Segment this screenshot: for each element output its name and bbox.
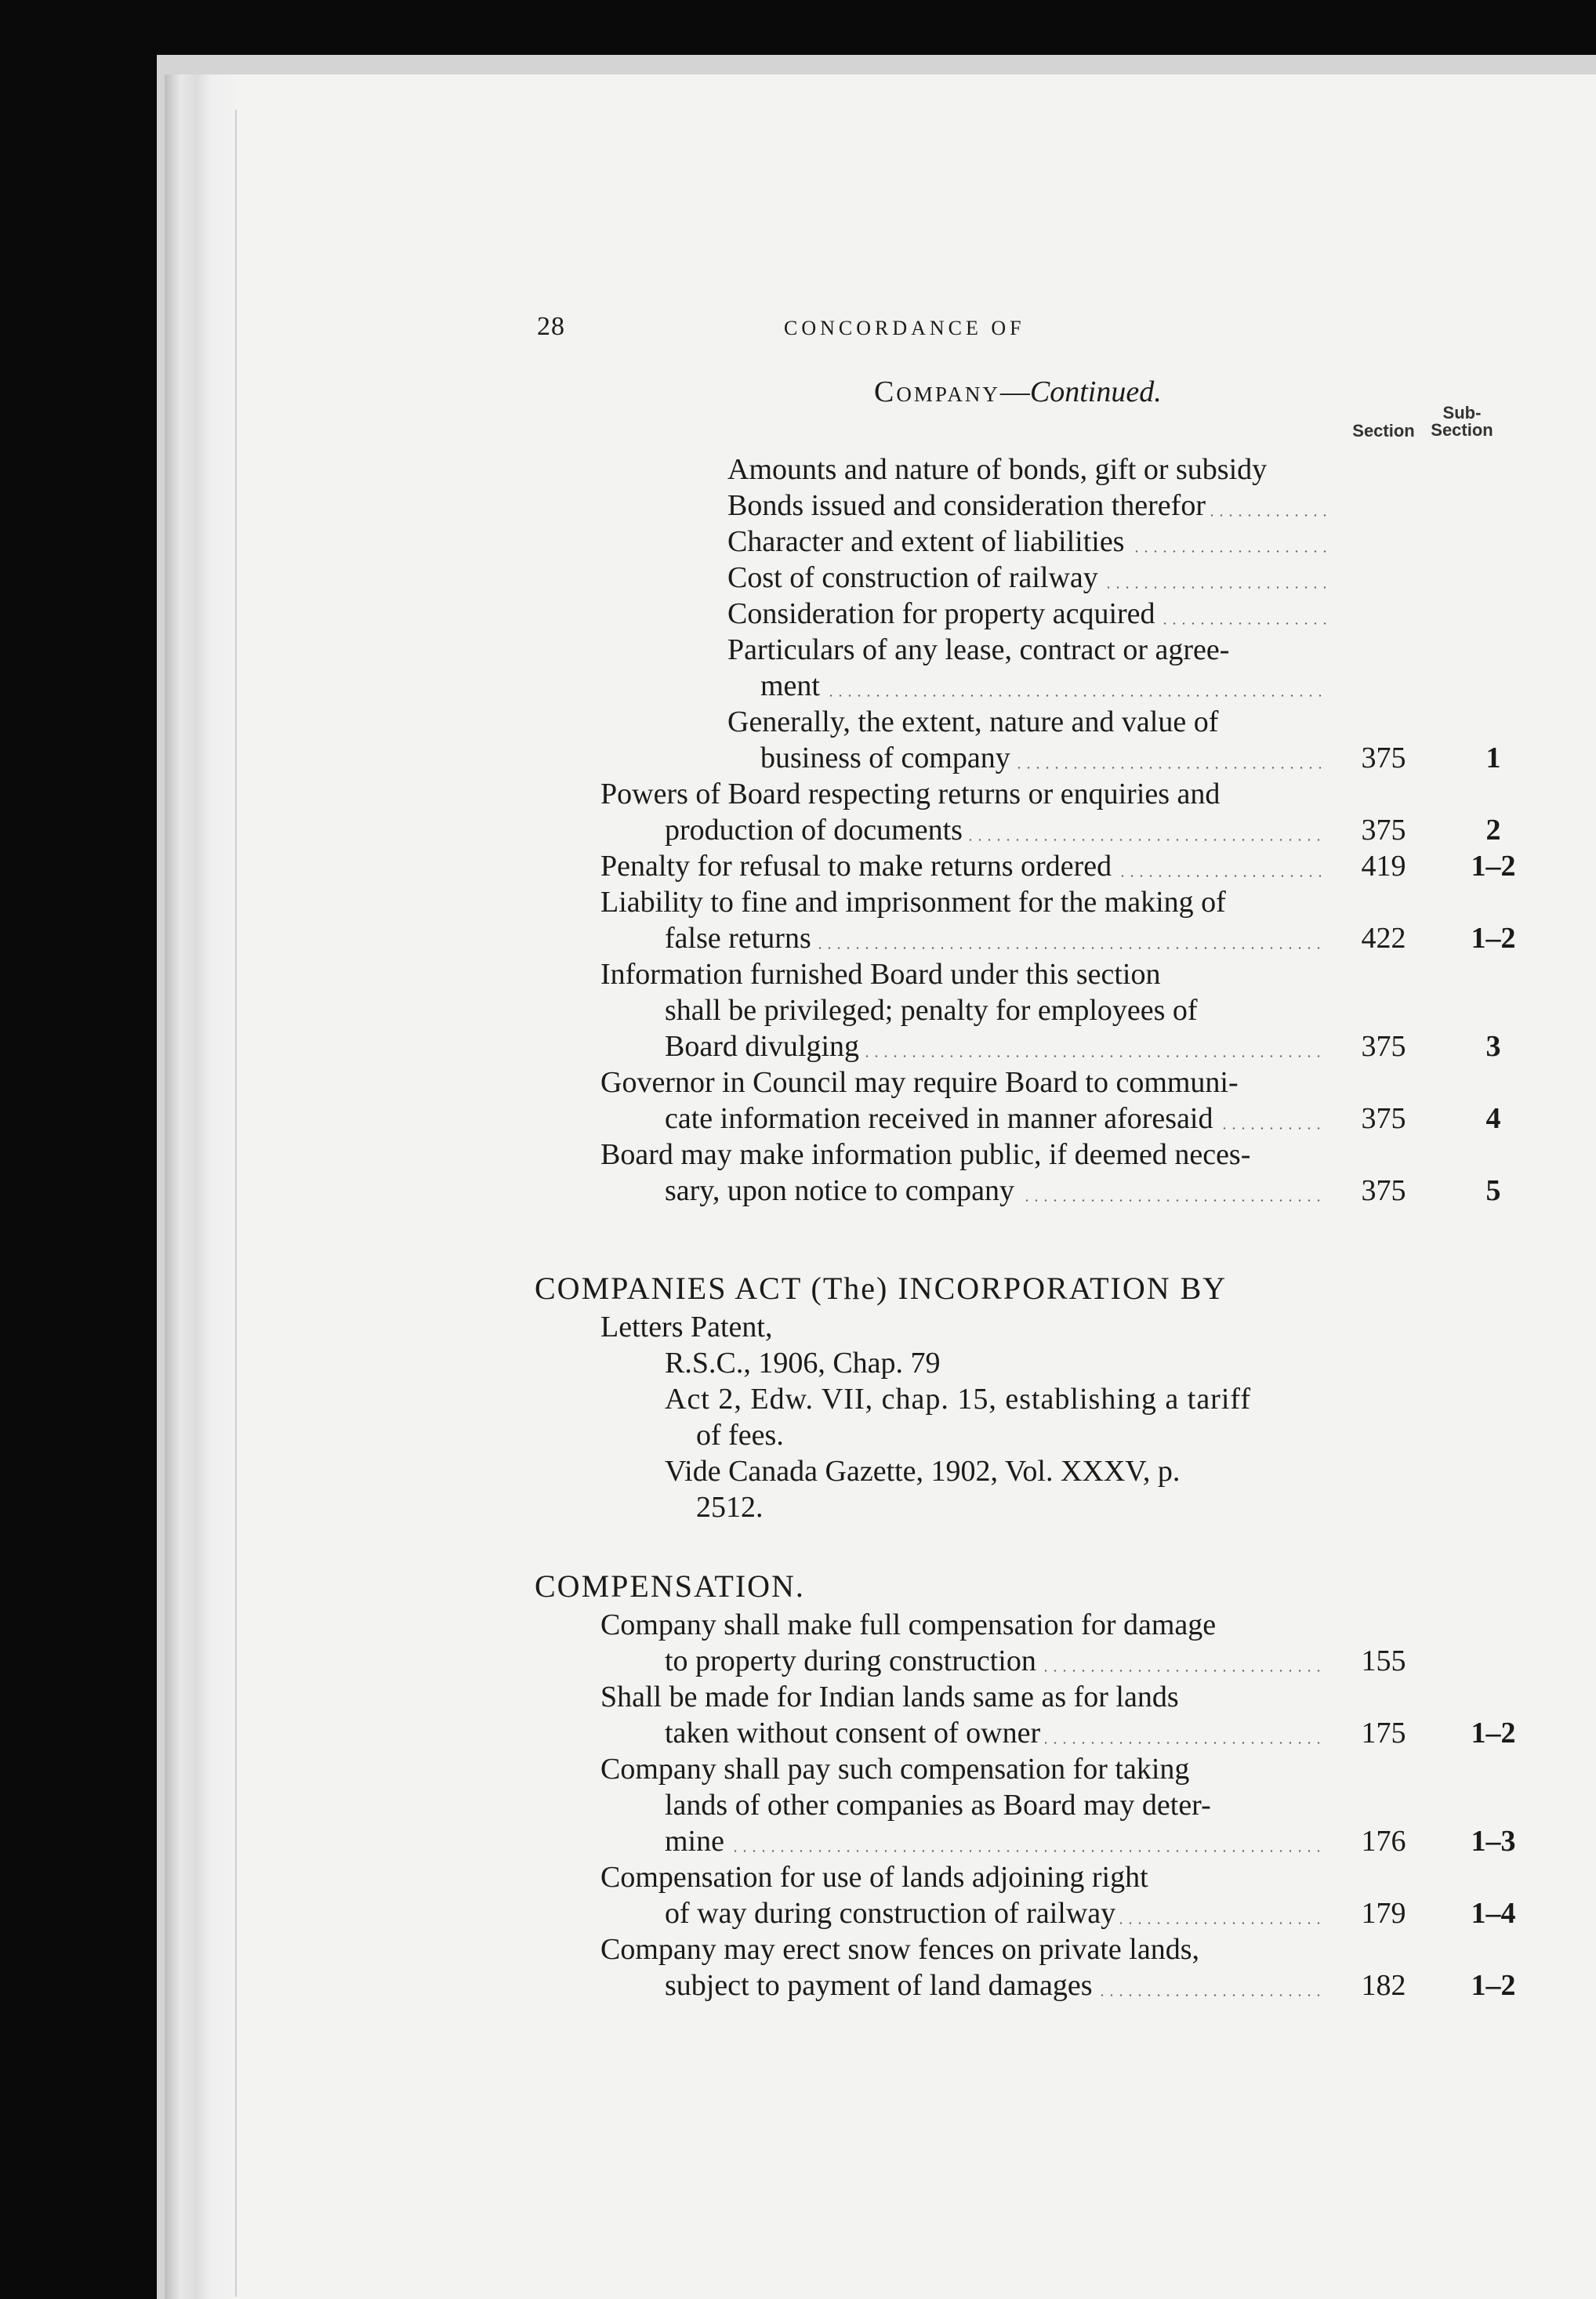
index-entry-line: [665, 1173, 1326, 1209]
subsection-number: 1: [1485, 742, 1501, 774]
section-number: 179: [1361, 1897, 1406, 1930]
entry-text: Board may make information public, if deemed neces-: [600, 1138, 1255, 1171]
index-entry-line: [600, 1931, 1326, 1967]
entry-text: mine: [665, 1825, 729, 1858]
index-entry-line: [600, 1607, 1326, 1643]
section-number: 375: [1361, 1174, 1406, 1207]
subsection-number: 1–2: [1471, 1717, 1516, 1750]
page-fold-line: [235, 110, 237, 2297]
index-entry-line: [727, 632, 1326, 668]
section-number: 155: [1361, 1644, 1406, 1677]
index-entry-line: [727, 704, 1326, 740]
index-entry-line: [600, 1064, 1326, 1101]
entry-text: of way during construction of railway: [665, 1897, 1120, 1930]
index-entry-line: [665, 1643, 1326, 1679]
entry-text: shall be privileged; penalty for employees of: [665, 994, 1202, 1027]
index-entry-line: [665, 1715, 1326, 1751]
section-number: 176: [1361, 1825, 1406, 1858]
index-entry-line: [600, 1137, 1326, 1173]
subsection-number: 1–2: [1471, 922, 1516, 955]
index-entry-line: [760, 740, 1326, 776]
entry-text: Company may erect snow fences on private lands,: [600, 1933, 1204, 1966]
subhead-continued: Continued.: [1029, 375, 1162, 408]
companies-act-line: R.S.C., 1906, Chap. 79: [665, 1347, 941, 1380]
index-entry-line: [665, 1895, 1326, 1931]
column-header-subsection: [1419, 404, 1505, 439]
index-entry-line: [665, 992, 1326, 1028]
entry-text: false returns: [665, 922, 816, 955]
companies-act-line: Act 2, Edw. VII, chap. 15, establishing a tariff: [665, 1383, 1252, 1416]
subsection-number: 1–2: [1471, 1969, 1516, 2002]
index-entry-line: [600, 1751, 1326, 1787]
entry-text: Powers of Board respecting returns or enquiries and: [600, 778, 1224, 810]
index-entry-line: [665, 1967, 1326, 2003]
column-header-section: Section: [1352, 421, 1415, 441]
entry-text: cate information received in manner aforesaid: [665, 1102, 1218, 1135]
index-entry-line: [600, 884, 1326, 920]
entry-text: lands of other companies as Board may deter-: [665, 1789, 1216, 1822]
index-entry-line: [665, 1028, 1326, 1064]
entry-text: sary, upon notice to company: [665, 1174, 1019, 1207]
section-number: 375: [1361, 742, 1406, 774]
companies-act-line: Vide Canada Gazette, 1902, Vol. XXXV, p.: [665, 1455, 1181, 1488]
column-header-subsection-line: Section: [1431, 420, 1493, 440]
index-entry-line: [727, 596, 1326, 632]
index-entry-line: [600, 776, 1326, 812]
section-number: 422: [1361, 922, 1406, 955]
section-number: 375: [1361, 1030, 1406, 1063]
index-entry-line: [727, 451, 1326, 488]
subsection-number: 4: [1485, 1102, 1501, 1135]
index-entry-line: [727, 560, 1326, 596]
entry-text: business of company: [760, 742, 1015, 774]
column-header-subsection-line: Sub-: [1442, 403, 1482, 422]
entry-text: Governor in Council may require Board to communi-: [600, 1066, 1243, 1099]
companies-act-line: of fees.: [696, 1419, 784, 1452]
companies-act-line: Letters Patent,: [600, 1311, 773, 1344]
index-entry-line: [600, 848, 1326, 884]
entry-text: Board divulging: [665, 1030, 864, 1063]
subsection-number: 1–4: [1471, 1897, 1516, 1930]
subhead-dash: —: [999, 375, 1030, 408]
entry-text: Particulars of any lease, contract or agree-: [727, 633, 1234, 666]
entry-text: Liability to fine and imprisonment for the making of: [600, 886, 1231, 919]
subsection-number: 1–2: [1471, 850, 1516, 883]
entry-text: Consideration for property acquired: [727, 597, 1160, 630]
running-head: CONCORDANCE OF: [784, 317, 1025, 339]
index-entry-line: [665, 1823, 1326, 1859]
compensation-heading: COMPENSATION.: [535, 1568, 805, 1604]
entry-text: Generally, the extent, nature and value of: [727, 705, 1223, 738]
index-entry-line: [727, 488, 1326, 524]
companies-act-line: 2512.: [696, 1491, 764, 1524]
entry-text: Penalty for refusal to make returns ordered: [600, 850, 1116, 883]
index-entry-line: [665, 1787, 1326, 1823]
index-entry-line: [665, 812, 1326, 848]
entry-text: ment: [760, 669, 825, 702]
entry-text: subject to payment of land damages: [665, 1969, 1097, 2002]
entry-text: Compensation for use of lands adjoining right: [600, 1861, 1153, 1894]
index-entry-line: [600, 1859, 1326, 1895]
entry-text: Bonds issued and consideration therefor: [727, 489, 1210, 522]
companies-act-heading: COMPANIES ACT (The) INCORPORATION BY: [535, 1271, 1228, 1306]
subsection-number: 3: [1485, 1030, 1501, 1063]
section-number: 375: [1361, 1102, 1406, 1135]
index-entry-line: [665, 920, 1326, 956]
entry-text: Cost of construction of railway: [727, 561, 1103, 594]
section-number: 182: [1361, 1969, 1406, 2002]
subhead-company: Company: [874, 375, 1000, 408]
entry-text: to property during construction: [665, 1644, 1041, 1677]
page-number: 28: [537, 312, 565, 341]
entry-text: Company shall make full compensation for damage: [600, 1608, 1221, 1641]
section-number: 419: [1361, 850, 1406, 883]
index-entry-line: [600, 1679, 1326, 1715]
entry-text: Amounts and nature of bonds, gift or subsidy: [727, 453, 1271, 486]
entry-text: Company shall pay such compensation for taking: [600, 1753, 1194, 1786]
index-entry-line: [760, 668, 1326, 704]
section-number: 375: [1361, 814, 1406, 847]
index-entry-line: [665, 1101, 1326, 1137]
entry-text: production of documents: [665, 814, 967, 847]
entry-text: taken without consent of owner: [665, 1717, 1045, 1750]
subsection-number: 2: [1485, 814, 1501, 847]
subhead: [874, 375, 1162, 409]
section-number: 175: [1361, 1717, 1406, 1750]
entry-text: Character and extent of liabilities: [727, 525, 1129, 558]
subsection-number: 5: [1485, 1174, 1501, 1207]
index-entry-line: [727, 524, 1326, 560]
index-entry-line: [600, 956, 1326, 992]
entry-text: Shall be made for Indian lands same as for lands: [600, 1681, 1184, 1713]
entry-text: Information furnished Board under this section: [600, 958, 1165, 991]
page-edge: [165, 74, 235, 2299]
subsection-number: 1–3: [1471, 1825, 1516, 1858]
